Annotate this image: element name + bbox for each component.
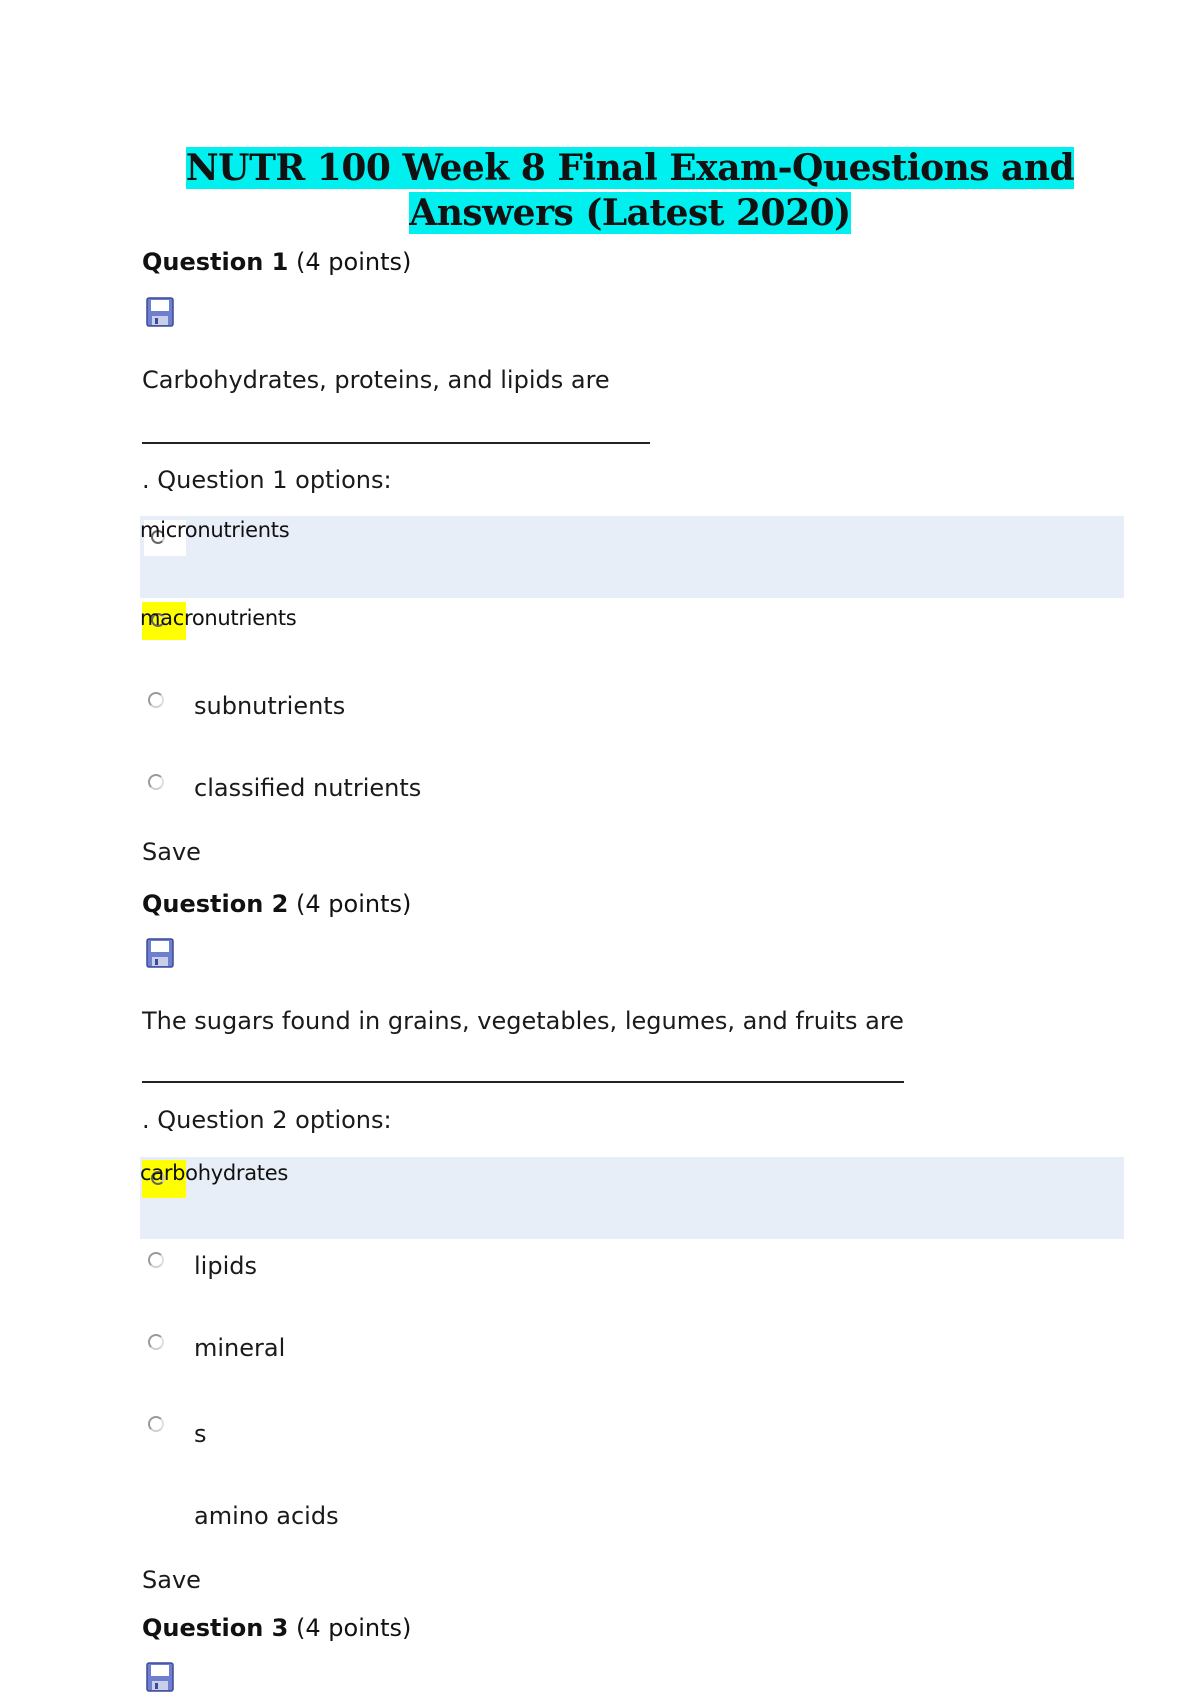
option-amino-acids[interactable]: amino acids xyxy=(194,1502,339,1530)
option-s[interactable]: s xyxy=(194,1420,207,1448)
option-lipids[interactable]: lipids xyxy=(194,1252,257,1280)
option-classified-nutrients[interactable]: classified nutrients xyxy=(194,774,422,802)
question-number: Question 3 xyxy=(142,1614,289,1642)
option-subnutrients[interactable]: subnutrients xyxy=(194,692,346,720)
radio-button-icon[interactable] xyxy=(148,1334,164,1350)
save-button[interactable]: Save xyxy=(142,838,201,866)
question-points: (4 points) xyxy=(296,890,412,918)
question-points: (4 points) xyxy=(296,248,412,276)
radio-button-icon[interactable] xyxy=(148,1416,164,1432)
floppy-disk-icon[interactable] xyxy=(146,297,174,327)
question-1-heading xyxy=(142,248,411,276)
save-button[interactable]: Save xyxy=(142,1566,201,1594)
radio-button-icon[interactable] xyxy=(148,1252,164,1268)
answer-blank-line xyxy=(142,1081,904,1083)
question-points: (4 points) xyxy=(296,1614,412,1642)
option-carbohydrates[interactable]: carbohydrates xyxy=(140,1161,288,1185)
question-1-options-label: . Question 1 options: xyxy=(142,466,392,494)
radio-button-icon[interactable] xyxy=(148,774,164,790)
answer-blank-line xyxy=(142,442,650,444)
option-micronutrients[interactable]: micronutrients xyxy=(140,518,290,542)
question-number: Question 1 xyxy=(142,248,289,276)
radio-button-icon[interactable] xyxy=(148,692,164,708)
question-2-options-label: . Question 2 options: xyxy=(142,1106,392,1134)
question-number: Question 2 xyxy=(142,890,289,918)
option-mineral[interactable]: mineral xyxy=(194,1334,286,1362)
page-title xyxy=(140,146,1120,236)
question-1-text: Carbohydrates, proteins, and lipids are xyxy=(142,366,610,394)
question-2-heading xyxy=(142,890,411,918)
floppy-disk-icon[interactable] xyxy=(146,1662,174,1692)
question-3-heading xyxy=(142,1614,411,1642)
option-macronutrients[interactable]: macronutrients xyxy=(140,606,297,630)
question-2-text: The sugars found in grains, vegetables, legumes, and fruits are xyxy=(142,1007,904,1035)
page-title-text: NUTR 100 Week 8 Final Exam-Questions and Answers (Latest 2020) xyxy=(185,147,1075,234)
floppy-disk-icon[interactable] xyxy=(146,938,174,968)
